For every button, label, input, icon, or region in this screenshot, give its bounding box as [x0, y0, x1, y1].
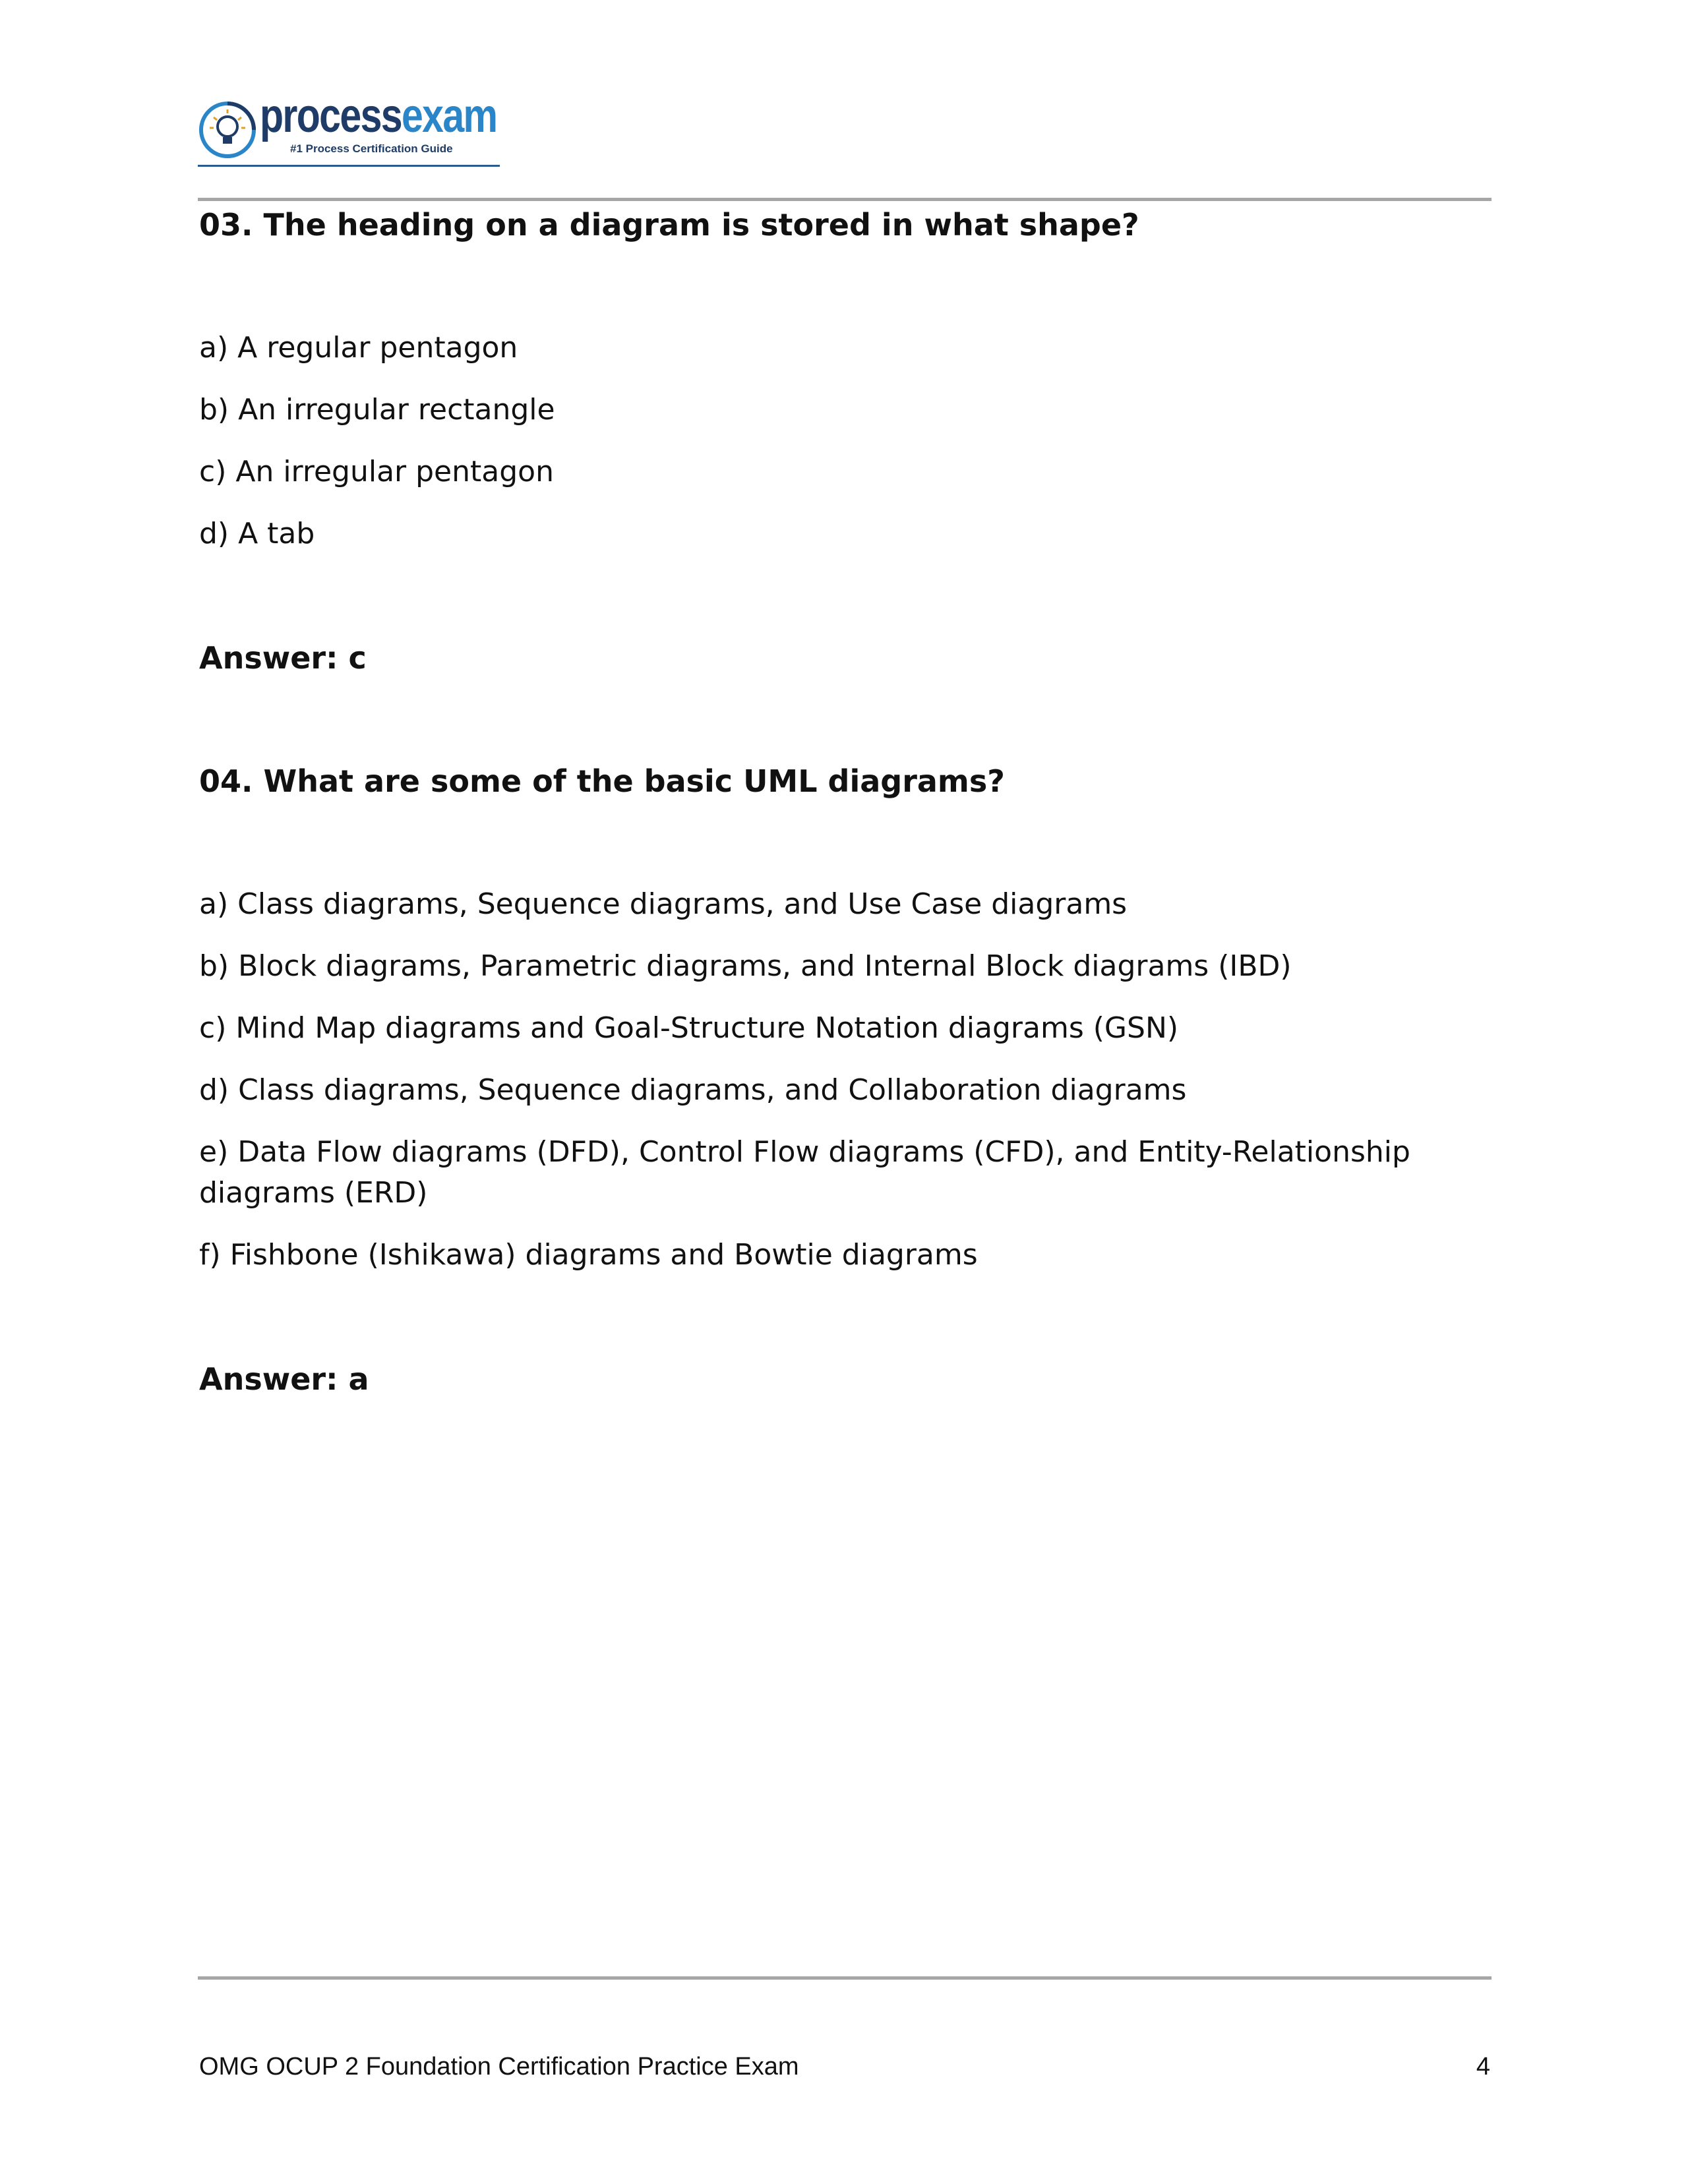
question-03-answer: Answer: c	[199, 640, 367, 676]
option-c: c) An irregular pentagon	[199, 455, 554, 488]
lightbulb-gear-icon	[198, 100, 257, 160]
option-e: e) Data Flow diagrams (DFD), Control Flow diagrams (CFD), and Entity-Relationship diagrams (ERD)	[199, 1135, 1410, 1210]
question-03-options	[199, 328, 1493, 554]
logo-tagline: #1 Process Certification Guide	[290, 142, 453, 155]
option-d: d) A tab	[199, 517, 315, 550]
option-a: a) Class diagrams, Sequence diagrams, and Use Case diagrams	[199, 887, 1128, 921]
logo-underline	[198, 165, 500, 167]
question-block-03	[199, 204, 1493, 678]
option-c: c) Mind Map diagrams and Goal-Structure Notation diagrams (GSN)	[199, 1011, 1179, 1045]
question-04-answer: Answer: a	[199, 1361, 369, 1397]
logo-wordmark: processexam	[260, 90, 497, 142]
option-b: b) Block diagrams, Parametric diagrams, and Internal Block diagrams (IBD)	[199, 949, 1292, 983]
option-a: a) A regular pentagon	[199, 331, 518, 365]
page-content	[199, 204, 1493, 1400]
question-04-text: 04. What are some of the basic UML diagrams?	[199, 763, 1005, 799]
option-f: f) Fishbone (Ishikawa) diagrams and Bowtie diagrams	[199, 1238, 978, 1272]
option-d: d) Class diagrams, Sequence diagrams, and Collaboration diagrams	[199, 1073, 1187, 1107]
option-b: b) An irregular rectangle	[199, 393, 555, 427]
question-03-text: 03. The heading on a diagram is stored in what shape?	[199, 207, 1139, 243]
footer-divider	[198, 1976, 1492, 1980]
footer-title: OMG OCUP 2 Foundation Certification Practice Exam	[199, 2053, 799, 2081]
question-04-options	[199, 884, 1493, 1276]
header-divider	[198, 198, 1492, 201]
page-number: 4	[1476, 2053, 1490, 2081]
question-block-04	[199, 761, 1493, 1400]
processexam-logo	[198, 90, 501, 171]
